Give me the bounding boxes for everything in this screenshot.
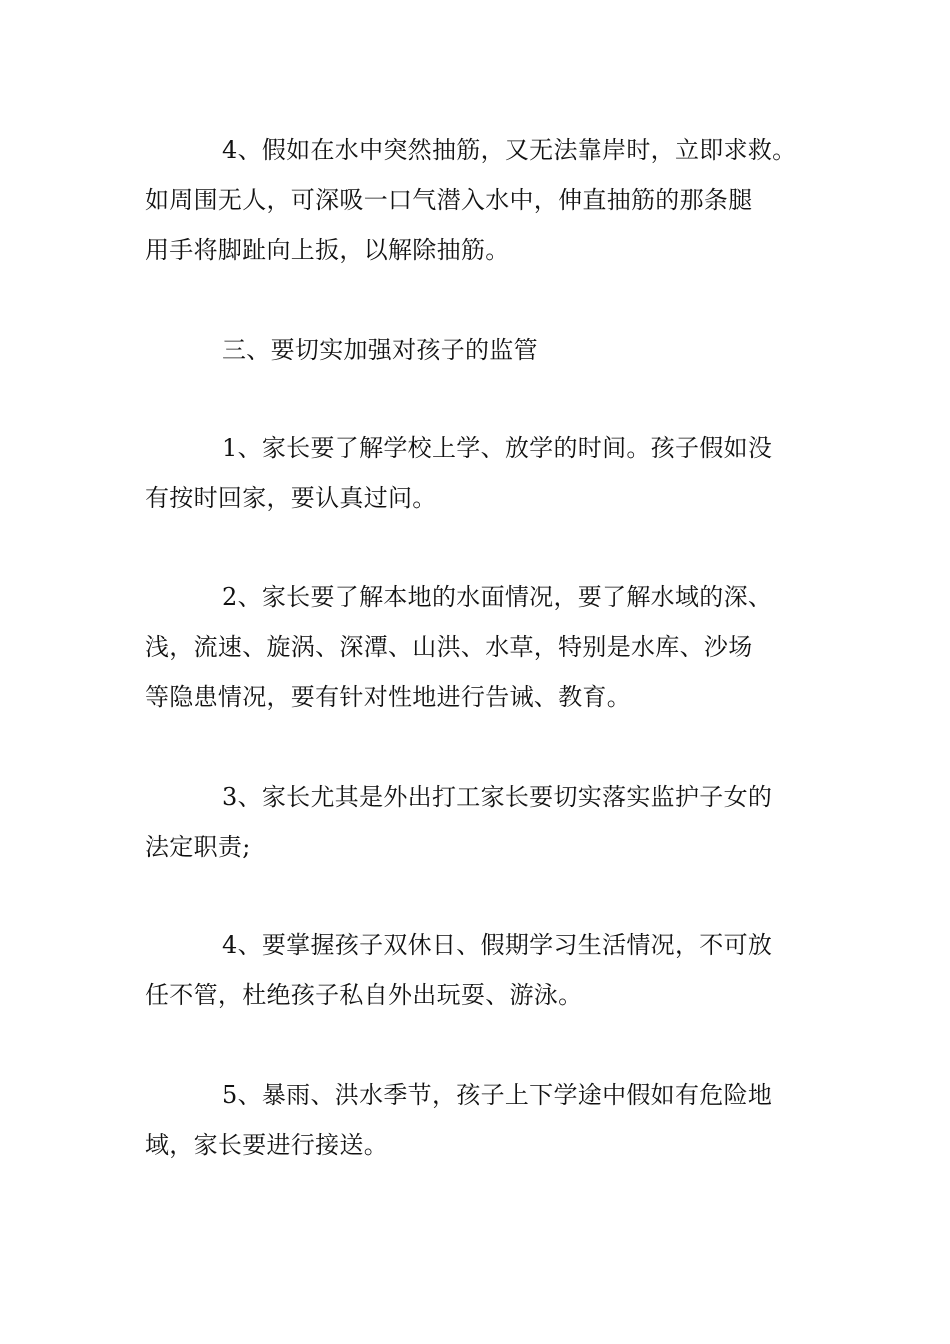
paragraph-3-line-2: 法定职责; — [145, 833, 251, 861]
paragraph-1-line-1: 1、家长要了解学校上学、放学的时间。孩子假如没 — [222, 434, 773, 462]
paragraph-2-line-3: 等隐患情况，要有针对性地进行告诫、教育。 — [145, 683, 631, 711]
paragraph-4-line-1: 4、假如在水中突然抽筋，又无法靠岸时，立即求救。 — [222, 136, 797, 164]
paragraph-2-line-2: 浅，流速、旋涡、深潭、山洪、水草，特别是水库、沙场 — [145, 633, 753, 661]
section-heading: 三、要切实加强对孩子的监管 — [222, 336, 538, 364]
paragraph-5-line-1: 4、要掌握孩子双休日、假期学习生活情况，不可放 — [222, 931, 773, 959]
paragraph-2-line-1: 2、家长要了解本地的水面情况，要了解水域的深、 — [222, 583, 773, 611]
paragraph-5-line-2: 任不管，杜绝孩子私自外出玩耍、游泳。 — [145, 981, 583, 1009]
paragraph-6-line-1: 5、暴雨、洪水季节，孩子上下学途中假如有危险地 — [222, 1081, 773, 1109]
paragraph-6-line-2: 域，家长要进行接送。 — [145, 1131, 388, 1159]
paragraph-4-line-2: 如周围无人，可深吸一口气潜入水中，伸直抽筋的那条腿 — [145, 186, 753, 214]
paragraph-4-line-3: 用手将脚趾向上扳，以解除抽筋。 — [145, 236, 510, 264]
paragraph-3-line-1: 3、家长尤其是外出打工家长要切实落实监护子女的 — [222, 783, 773, 811]
paragraph-1-line-2: 有按时回家，要认真过问。 — [145, 484, 437, 512]
